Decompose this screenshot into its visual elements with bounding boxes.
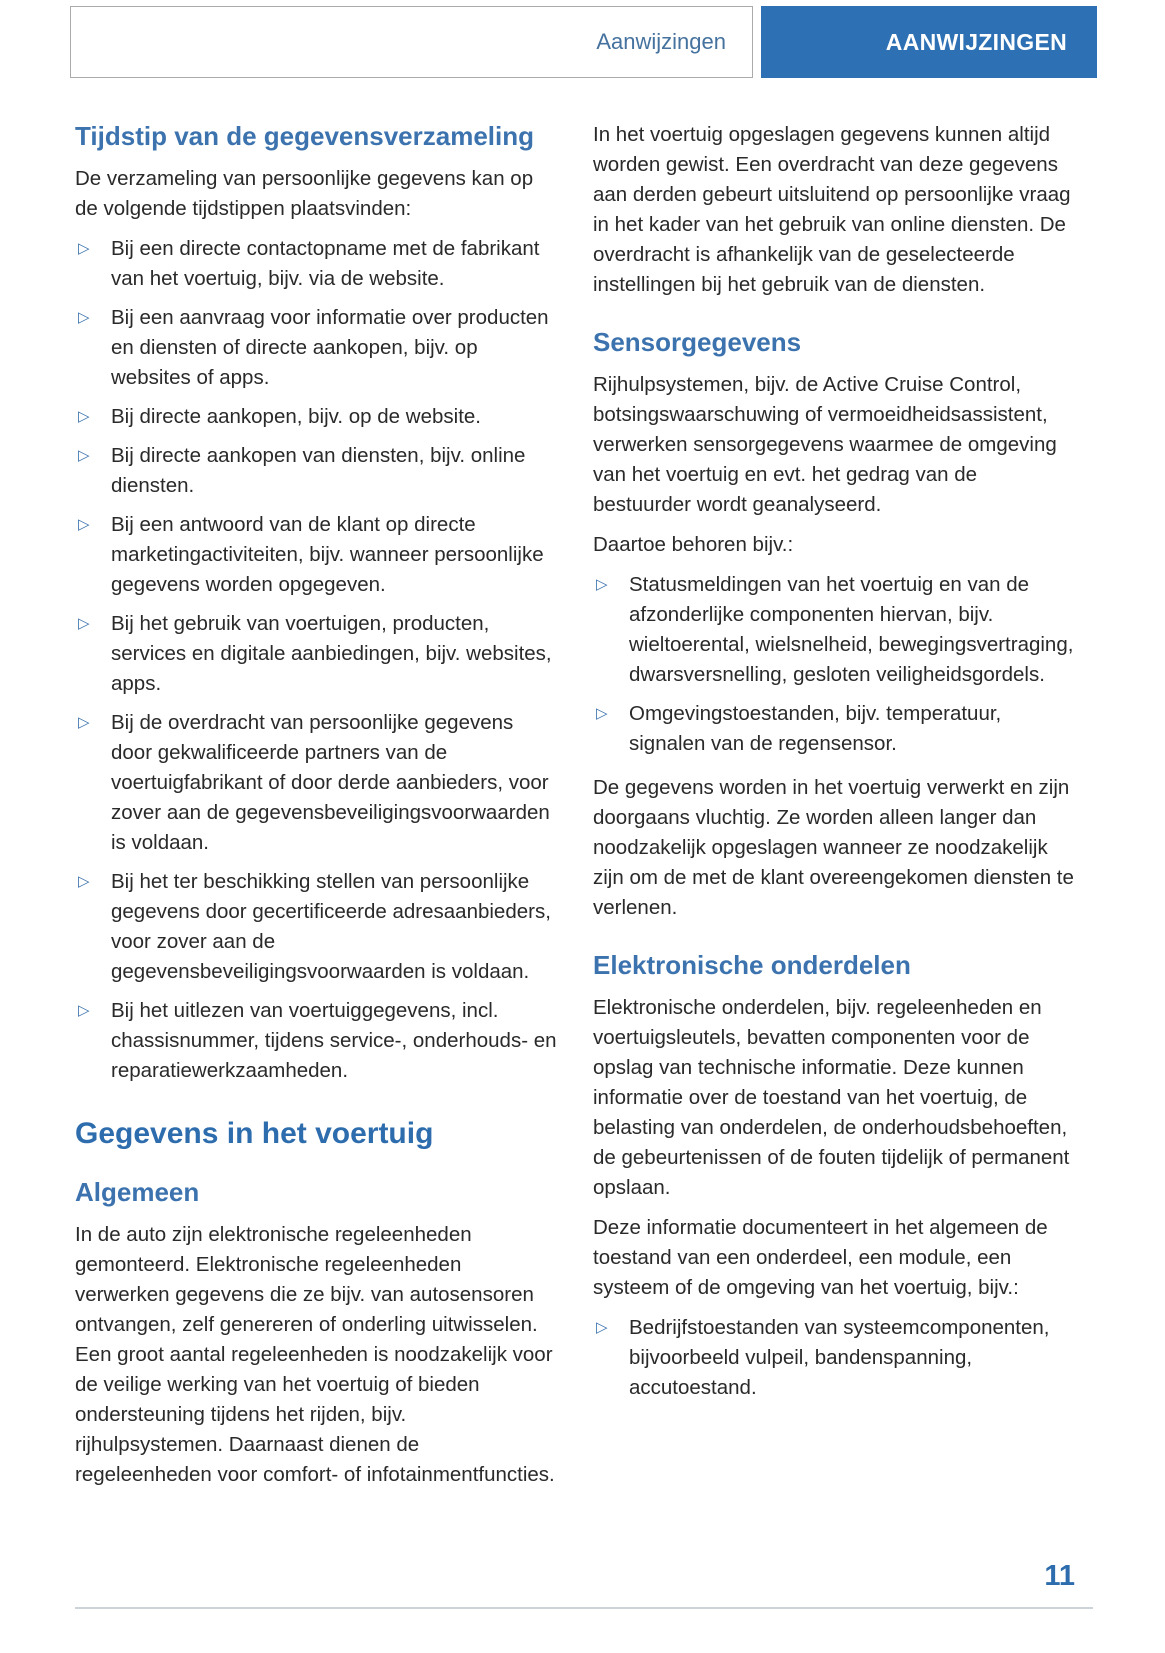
triangle-bullet-icon: ▷: [78, 1002, 90, 1019]
page-header: [70, 6, 1097, 78]
paragraph-sensor-1: Rijhulpsystemen, bijv. de Active Cruise Control, botsingswaarschuwing of vermoeidheidsassistent, verwerken sensorgegevens waarmee de omgeving van het voertuig en evt. het gedrag van de bestuurder wordt geanalyseerd.: [593, 373, 1057, 516]
list-item-text: Bij het ter beschikking stellen van persoonlijke gegevens door gecertificeerde adresaanbieders, voor zover aan de gegevensbeveiligingsvoorwaarden is voldaan.: [111, 870, 551, 983]
section-title-timing: Tijdstip van de gegevensverzameling: [75, 121, 535, 151]
breadcrumb: [70, 6, 753, 78]
electronic-bullet-list: [593, 1313, 1077, 1403]
list-item: [75, 996, 559, 1086]
page-number: 11: [1044, 1560, 1075, 1592]
paragraph-sensor-2: Daartoe behoren bijv.:: [593, 533, 794, 556]
footer-divider: [75, 1607, 1093, 1609]
list-item: [593, 570, 1077, 690]
triangle-bullet-icon: ▷: [78, 615, 90, 632]
list-item: [75, 441, 559, 501]
section-title-general: Algemeen: [75, 1177, 200, 1207]
triangle-bullet-icon: ▷: [596, 1319, 608, 1336]
list-item-text: Omgevingstoestanden, bijv. temperatuur, signalen van de regensensor.: [629, 702, 1002, 755]
list-item-text: Bij directe aankopen van diensten, bijv. online diensten.: [111, 444, 526, 497]
list-item-text: Statusmeldingen van het voertuig en van de afzonderlijke componenten hiervan, bijv. wieltoerental, wielsnelheid, bewegingsvertraging, dwarsversnelling, gesloten veiligheidsgordels.: [629, 573, 1074, 686]
triangle-bullet-icon: ▷: [596, 705, 608, 722]
list-item-text: Bedrijfstoestanden van systeemcomponenten, bijvoorbeeld vulpeil, bandenspanning, accutoestand.: [629, 1316, 1050, 1399]
list-item: [75, 609, 559, 699]
paragraph-sensor-3: De gegevens worden in het voertuig verwerkt en zijn doorgaans vluchtig. Ze worden alleen langer dan noodzakelijk opgeslagen wanneer ze noodzakelijk zijn om de met de klant overeengekomen diensten te verlenen.: [593, 776, 1074, 919]
list-item-text: Bij de overdracht van persoonlijke gegevens door gekwalificeerde partners van de voertuigfabrikant of door derde aanbieders, voor zover aan de gegevensbeveiligingsvoorwaarden is voldaan.: [111, 711, 550, 854]
triangle-bullet-icon: ▷: [78, 714, 90, 731]
list-item-text: Bij het gebruik van voertuigen, producten, services en digitale aanbiedingen, bijv. websites, apps.: [111, 612, 552, 695]
paragraph-electronic-1: Elektronische onderdelen, bijv. regeleenheden en voertuigsleutels, bevatten componenten voor de opslag van technische informatie. Deze kunnen informatie over de toestand van het voertuig, de belasting van onderdelen, de onderhoudsbehoeften, de gebeurtenissen of de fouten tijdelijk of permanent opslaan.: [593, 996, 1070, 1199]
chapter-heading-vehicle-data: Gegevens in het voertuig: [75, 1117, 434, 1150]
right-column: [593, 120, 1077, 1500]
paragraph-stored-data: In het voertuig opgeslagen gegevens kunnen altijd worden gewist. Een overdracht van deze gegevens aan derden gebeurt uitsluitend op persoonlijke vraag in het kader van het gebruik van online diensten. De overdracht is afhankelijk van de geselecteerde instellingen bij het gebruik van de diensten.: [593, 123, 1071, 296]
triangle-bullet-icon: ▷: [78, 240, 90, 257]
list-item-text: Bij een directe contactopname met de fabrikant van het voertuig, bijv. via de website.: [111, 237, 540, 290]
chapter-tab-label: AANWIJZINGEN: [885, 28, 1067, 55]
triangle-bullet-icon: ▷: [78, 309, 90, 326]
section-title-sensor: Sensorgegevens: [593, 327, 802, 357]
list-item: [75, 234, 559, 294]
list-item: [75, 402, 559, 432]
timing-bullet-list: [75, 234, 559, 1086]
section-title-electronic: Elektronische onderdelen: [593, 950, 911, 980]
triangle-bullet-icon: ▷: [78, 873, 90, 890]
paragraph-electronic-2: Deze informatie documenteert in het algemeen de toestand van een onderdeel, een module, een systeem of de omgeving van het voertuig, bijv.:: [593, 1216, 1048, 1299]
list-item: [75, 303, 559, 393]
triangle-bullet-icon: ▷: [78, 516, 90, 533]
list-item-text: Bij het uitlezen van voertuiggegevens, incl. chassisnummer, tijdens service-, onderhouds- en reparatiewerkzaamheden.: [111, 999, 557, 1082]
triangle-bullet-icon: ▷: [596, 576, 608, 593]
paragraph-general-body: In de auto zijn elektronische regeleenheden gemonteerd. Elektronische regeleenheden verwerken gegevens die ze bijv. van autosensoren ontvangen, zelf genereren of onderling uitwisselen. Een groot aantal regeleenheden is noodzakelijk voor de veilige werking van het voertuig of bieden ondersteuning tijdens het rijden, bijv. rijhulpsystemen. Daarnaast dienen de regeleenheden voor comfort- of infotainmentfuncties.: [75, 1223, 555, 1486]
list-item: [593, 699, 1077, 759]
breadcrumb-label: Aanwijzingen: [596, 29, 726, 54]
sensor-bullet-list: [593, 570, 1077, 759]
list-item: [593, 1313, 1077, 1403]
list-item-text: Bij directe aankopen, bijv. op de website.: [111, 405, 481, 428]
paragraph-timing-intro: De verzameling van persoonlijke gegevens kan op de volgende tijdstippen plaatsvinden:: [75, 167, 534, 220]
page-content: [75, 120, 1077, 1500]
triangle-bullet-icon: ▷: [78, 408, 90, 425]
list-item: [75, 510, 559, 600]
list-item: [75, 708, 559, 858]
list-item-text: Bij een antwoord van de klant op directe marketingactiviteiten, bijv. wanneer persoonlijke gegevens worden opgegeven.: [111, 513, 544, 596]
triangle-bullet-icon: ▷: [78, 447, 90, 464]
list-item: [75, 867, 559, 987]
list-item-text: Bij een aanvraag voor informatie over producten en diensten of directe aankopen, bijv. op websites of apps.: [111, 306, 549, 389]
chapter-tab: [761, 6, 1097, 78]
left-column: [75, 120, 559, 1500]
